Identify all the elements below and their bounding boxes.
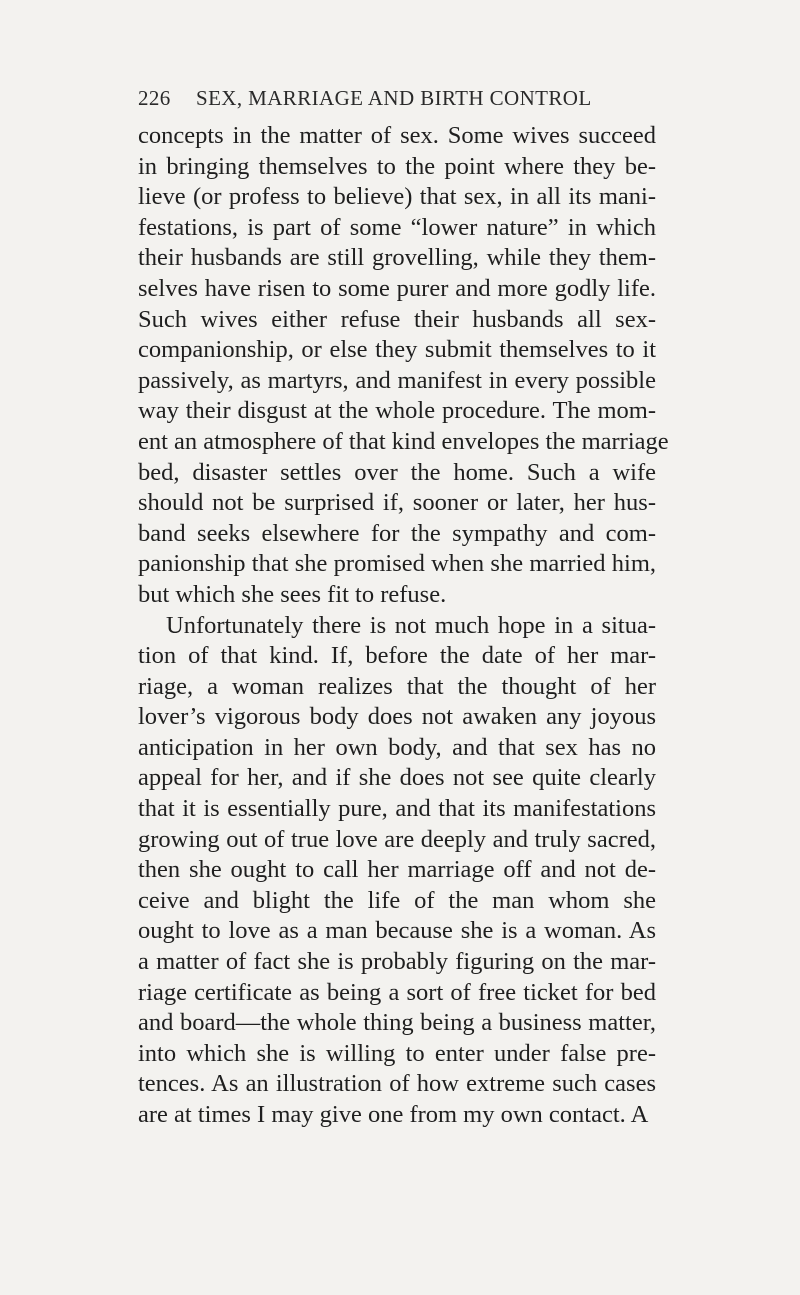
body-text [138,121,669,1131]
text-line: Such wives either refuse their husbands all sex- [138,305,656,333]
text-line: companionship, or else they submit themselves to it [138,336,656,364]
text-line: tences. As an illustration of how extreme such cases [138,1070,656,1098]
paragraph-1 [138,121,669,611]
text-line: passively, as martyrs, and manifest in every possible [138,366,656,394]
text-line: should not be surprised if, sooner or later, her hus- [138,489,656,517]
text-line: lieve (or profess to believe) that sex, in all its mani- [138,183,656,211]
text-line: tion of that kind. If, before the date of her mar- [138,642,656,670]
text-line: riage certificate as being a sort of free ticket for bed [138,978,656,1006]
book-page [138,86,669,1131]
text-line: but which she sees fit to refuse. [138,580,447,608]
text-line: band seeks elsewhere for the sympathy and com- [138,519,656,547]
text-line: that it is essentially pure, and that its manifestations [138,795,656,823]
text-line: their husbands are still grovelling, while they them- [138,244,656,272]
running-head [138,86,656,120]
text-line: growing out of true love are deeply and truly sacred, [138,825,656,853]
text-line: concepts in the matter of sex. Some wives succeed [138,122,656,149]
text-line: selves have risen to some purer and more godly life. [138,274,656,302]
text-line: riage, a woman realizes that the thought of her [138,672,656,700]
text-line: bed, disaster settles over the home. Such a wife [138,458,656,486]
text-line: ceive and blight the life of the man whom she [138,886,656,914]
text-line: lover’s vigorous body does not awaken any joyous [138,703,656,731]
text-line: way their disgust at the whole procedure. The mom- [138,397,656,425]
paragraph-2 [138,611,656,1131]
text-line: are at times I may give one from my own contact. A [138,1101,649,1128]
text-line: ent an atmosphere of that kind envelopes the marriage [138,427,669,455]
text-line: in bringing themselves to the point where they be- [138,152,656,180]
text-line: panionship that she promised when she married him, [138,550,656,578]
running-title: SEX, MARRIAGE AND BIRTH CONTROL [196,86,592,110]
text-line: a matter of fact she is probably figuring on the mar- [138,948,656,976]
text-line: anticipation in her own body, and that sex has no [138,733,656,761]
text-line: festations, is part of some “lower nature” in which [138,213,656,241]
text-line: into which she is willing to enter under false pre- [138,1039,656,1067]
text-line: Unfortunately there is not much hope in a situa- [166,611,656,639]
text-line: then she ought to call her marriage off and not de- [138,856,656,884]
page-number: 226 [138,86,171,110]
text-line: and board—the whole thing being a business matter, [138,1009,656,1037]
text-line: appeal for her, and if she does not see quite clearly [138,764,656,792]
text-line: ought to love as a man because she is a woman. As [138,917,656,945]
